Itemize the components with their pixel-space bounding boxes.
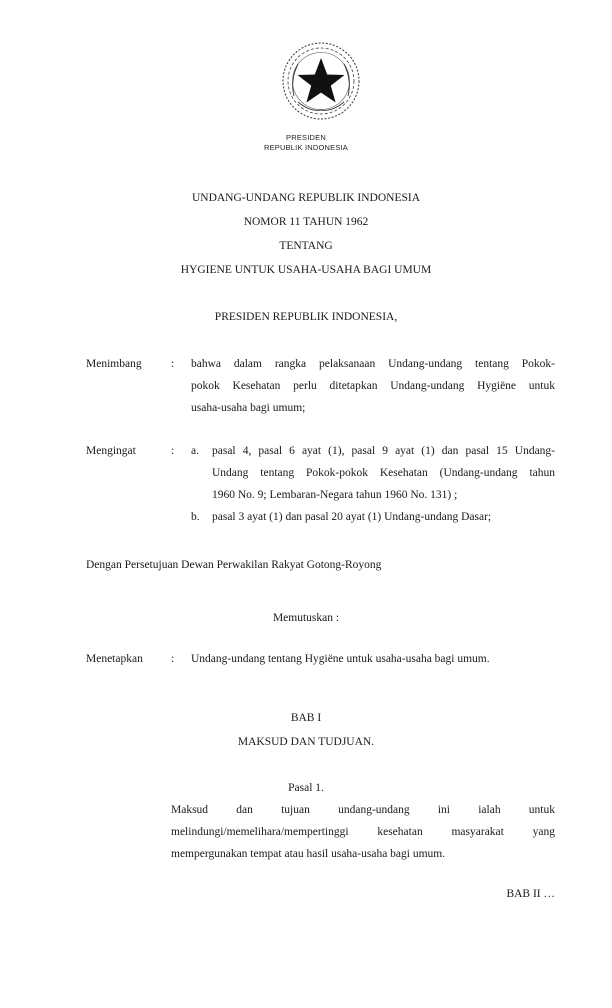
pasal1-line-3: mempergunakan tempat atau hasil usaha-usaha bagi umum. <box>171 848 446 860</box>
mengingat-item-a-line-3: 1960 No. 9; Lembaran-Negara tahun 1960 No. 131) ; <box>212 489 458 501</box>
pasal1-body <box>171 799 555 865</box>
mengingat-item-a-marker: a. <box>191 445 199 457</box>
memutuskan-heading: Memutuskan : <box>272 612 340 624</box>
title-line-4: HYGIENE UNTUK USAHA-USAHA BAGI UMUM <box>180 264 432 276</box>
mengingat-item-b-text <box>212 506 555 528</box>
pasal1-line-1: Maksud dan tujuan undang-undang ini ialah untuk <box>171 804 555 816</box>
menimbang-label: Menimbang <box>86 358 142 370</box>
bab1-title: MAKSUD DAN TUDJUAN. <box>237 736 375 748</box>
menimbang-colon: : <box>171 358 175 370</box>
mengingat-item-b-marker: b. <box>191 511 200 523</box>
bab1-heading: BAB I <box>290 712 322 724</box>
mengingat-item-a-text <box>212 440 555 506</box>
title-line-2: NOMOR 11 TAHUN 1962 <box>243 216 369 228</box>
menetapkan-text: Undang-undang tentang Hygiëne untuk usaha-usaha bagi umum. <box>191 653 490 665</box>
mengingat-colon: : <box>171 445 175 457</box>
menetapkan-colon: : <box>171 653 175 665</box>
menimbang-line-2: pokok Kesehatan perlu ditetapkan Undang-undang Hygiëne untuk <box>191 380 555 392</box>
mengingat-item-a-line-1: pasal 4, pasal 6 ayat (1), pasal 9 ayat (1) dan pasal 15 Undang- <box>212 445 555 457</box>
mengingat-item-a-line-2: Undang tentang Pokok-pokok Kesehatan (Undang-undang tahun <box>212 467 555 479</box>
pasal1-line-2: melindungi/memelihara/mempertinggi kesehatan masyarakat yang <box>171 826 555 838</box>
title-line-3: TENTANG <box>279 240 333 252</box>
letterhead-line-2: REPUBLIK INDONESIA <box>263 143 349 152</box>
title-line-1: UNDANG-UNDANG REPUBLIK INDONESIA <box>191 192 421 204</box>
mengingat-label: Mengingat <box>86 445 136 457</box>
garuda-emblem-icon <box>280 40 362 122</box>
mengingat-item-b-line-1: pasal 3 ayat (1) dan pasal 20 ayat (1) Undang-undang Dasar; <box>212 511 492 523</box>
continuation-marker: BAB II … <box>506 888 555 900</box>
persetujuan-text: Dengan Persetujuan Dewan Perwakilan Rakyat Gotong-Royong <box>86 559 382 571</box>
pasal1-heading: Pasal 1. <box>288 782 324 794</box>
president-heading: PRESIDEN REPUBLIK INDONESIA, <box>214 311 398 323</box>
menimbang-line-3: usaha-usaha bagi umum; <box>191 402 306 414</box>
menimbang-line-1: bahwa dalam rangka pelaksanaan Undang-undang tentang Pokok- <box>191 358 555 370</box>
letterhead-line-1: PRESIDEN <box>286 133 326 142</box>
menetapkan-label: Menetapkan <box>86 653 143 665</box>
menimbang-text <box>191 353 555 419</box>
